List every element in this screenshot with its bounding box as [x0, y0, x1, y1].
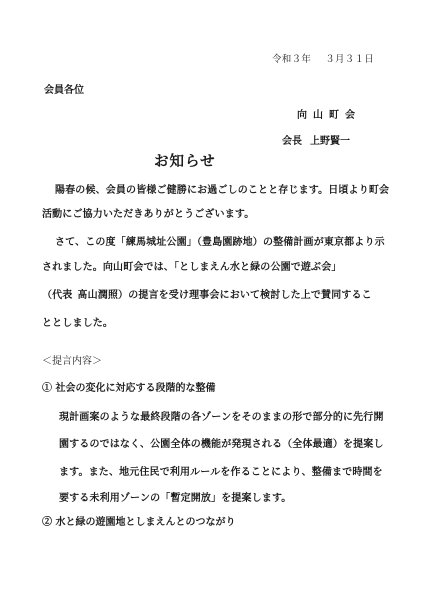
- date-month-day: ３月３１日: [325, 54, 375, 65]
- issue-date: [272, 55, 374, 65]
- sender-signature: [282, 137, 350, 147]
- body-line: [42, 291, 372, 301]
- section-2-title: ② 水と緑の遊園地としまえんとのつながり: [42, 517, 236, 528]
- body-line-rest: 髙山潤照）の提言を受け理事会において検討した上で賛同するこ: [77, 290, 372, 301]
- representative-label: （代表: [42, 290, 73, 301]
- section-1-line: 現計画案のような最終段階の各ゾーンをそのままの形で部分的に先行開: [59, 412, 384, 423]
- body-line: 活動にご協力いただきありがとうございます。: [42, 209, 255, 220]
- sender-organization: 向山町会: [297, 110, 361, 121]
- sender-title: 会長: [282, 136, 302, 147]
- body-line: されました。向山町会では、「としまえん水と緑の公園で遊ぶ会」: [42, 262, 342, 273]
- recipient: 会員各位: [44, 85, 84, 96]
- proposal-heading: ＜提言内容＞: [42, 356, 102, 367]
- section-1-line: 園するのではなく、公園全体の機能が発現される（全体最適）を提案し: [59, 439, 384, 450]
- sender-name: 上野賢一: [310, 136, 350, 147]
- body-line: さて、この度「練馬城址公園」（豊島園跡地）の整備計画が東京都より示: [55, 237, 385, 248]
- section-1-line: ます。また、地元住民で利用ルールを作ることにより、整備まで時間を: [59, 467, 383, 478]
- body-line: ととしました。: [42, 318, 114, 329]
- page-title: お知らせ: [154, 153, 216, 170]
- body-line: 陽春の候、会員の皆様ご健勝にお過ごしのことと存じます。日頃より町会: [55, 185, 390, 196]
- section-1-line: 要する未利用ゾーンの「暫定開放」を提案します。: [59, 493, 292, 504]
- date-era: 令和３年: [272, 54, 312, 65]
- section-1-title: ① 社会の変化に対応する段階的な整備: [42, 383, 216, 394]
